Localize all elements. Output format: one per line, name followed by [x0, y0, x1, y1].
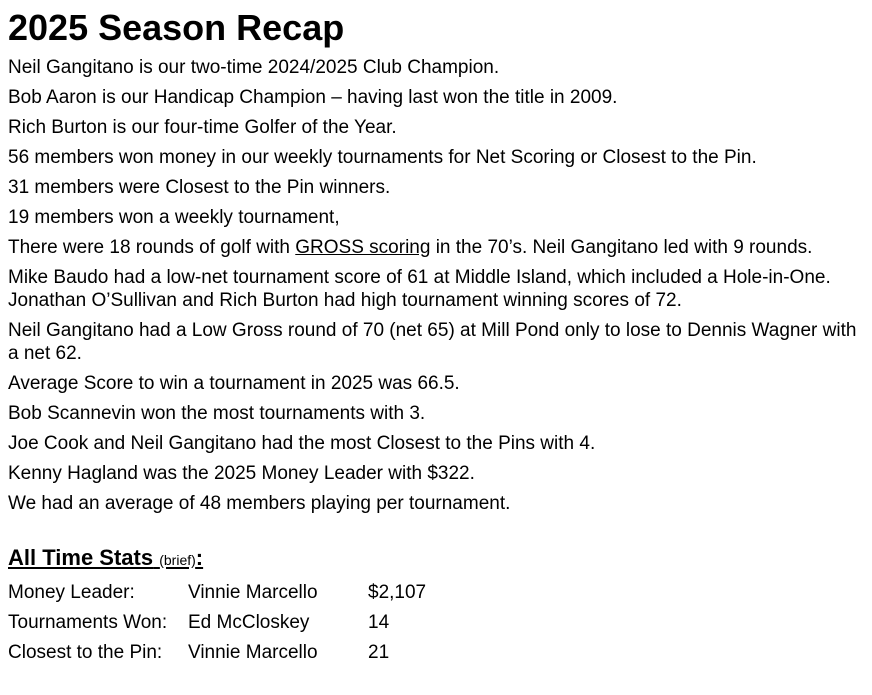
recap-line-14: We had an average of 48 members playing per tournament. — [8, 493, 511, 514]
gross-after: in the 70’s. Neil Gangitano led with 9 rounds. — [430, 237, 813, 258]
page-title: 2025 Season Recap — [8, 7, 345, 48]
stats-label: Money Leader: — [8, 582, 135, 603]
stats-label: Tournaments Won: — [8, 612, 168, 633]
all-time-stats-brief: (brief) — [159, 552, 196, 568]
stats-value: 14 — [368, 612, 390, 633]
recap-line-13: Kenny Hagland was the 2025 Money Leader with $322. — [8, 463, 475, 484]
stats-value: $2,107 — [368, 582, 427, 603]
all-time-stats-title: All Time Stats — [8, 545, 154, 570]
recap-line-gross — [8, 236, 864, 259]
recap-line-12: Joe Cook and Neil Gangitano had the most Closest to the Pins with 4. — [8, 433, 596, 454]
all-time-stats-colon: : — [195, 545, 204, 570]
recap-line-5: 31 members were Closest to the Pin winners. — [8, 177, 391, 198]
stats-row-money-leader — [8, 581, 864, 604]
stats-value: 21 — [368, 642, 390, 663]
recap-line-11: Bob Scannevin won the most tournaments with 3. — [8, 403, 426, 424]
all-time-stats-heading — [8, 545, 864, 573]
recap-line-8: Mike Baudo had a low-net tournament score of 61 at Middle Island, which included a Hole-in-One. Jonathan O’Sullivan and Rich Burton had high tournament winning scores of 72. — [8, 267, 831, 311]
gross-before: There were 18 rounds of golf with — [8, 237, 296, 258]
recap-line-4: 56 members won money in our weekly tournaments for Net Scoring or Closest to the Pin. — [8, 147, 757, 168]
recap-line-6: 19 members won a weekly tournament, — [8, 207, 340, 228]
stats-row-tournaments-won — [8, 611, 864, 634]
recap-line-3: Rich Burton is our four-time Golfer of the Year. — [8, 117, 397, 138]
stats-name: Vinnie Marcello — [188, 642, 318, 663]
stats-name: Ed McCloskey — [188, 612, 310, 633]
stats-name: Vinnie Marcello — [188, 582, 318, 603]
recap-line-10: Average Score to win a tournament in 2025 was 66.5. — [8, 373, 460, 394]
gross-scoring-underlined: GROSS scoring — [295, 237, 431, 258]
stats-row-closest-to-pin — [8, 641, 864, 664]
stats-label: Closest to the Pin: — [8, 642, 163, 663]
recap-line-9: Neil Gangitano had a Low Gross round of 70 (net 65) at Mill Pond only to lose to Dennis Wagner with a net 62. — [8, 320, 857, 364]
recap-line-1: Neil Gangitano is our two-time 2024/2025 Club Champion. — [8, 57, 500, 78]
recap-line-2: Bob Aaron is our Handicap Champion – having last won the title in 2009. — [8, 87, 618, 108]
